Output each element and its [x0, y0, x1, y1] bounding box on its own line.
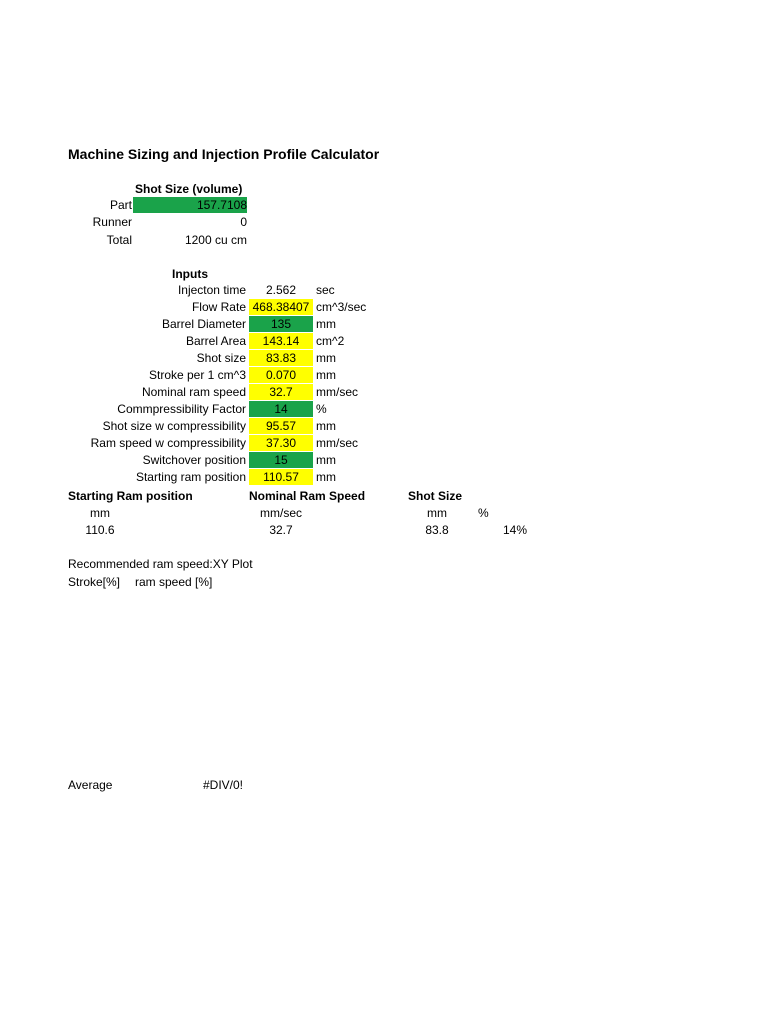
input-value-cell[interactable]: 37.30	[249, 435, 313, 451]
input-value-cell[interactable]: 32.7	[249, 384, 313, 400]
input-unit: sec	[316, 283, 335, 297]
input-unit: mm	[316, 470, 336, 484]
input-value-cell[interactable]: 14	[249, 401, 313, 417]
shot-size-label: Total	[106, 233, 132, 247]
recommended-ram-speed-label: Recommended ram speed:XY Plot	[68, 557, 253, 571]
input-value-cell[interactable]: 0.070	[249, 367, 313, 383]
input-value-cell[interactable]: 2.562	[265, 283, 297, 297]
shot-size-heading: Shot Size (volume)	[135, 182, 243, 196]
summary-value-nominal-ram-speed: 32.7	[269, 523, 293, 537]
input-unit: cm^3/sec	[316, 300, 367, 314]
input-label: Flow Rate	[191, 300, 246, 314]
input-label: Barrel Area	[185, 334, 246, 348]
summary-unit-mm-sec: mm/sec	[260, 506, 302, 520]
input-value-cell[interactable]: 110.57	[249, 469, 313, 485]
summary-unit-mm-shot: mm	[427, 506, 447, 520]
summary-value-starting-ram: 110.6	[85, 523, 115, 537]
input-unit: mm	[316, 317, 336, 331]
summary-header-starting-ram: Starting Ram position	[68, 489, 193, 503]
input-label: Shot size	[196, 351, 246, 365]
input-label: Nominal ram speed	[141, 385, 246, 399]
input-value-cell[interactable]: 143.14	[249, 333, 313, 349]
summary-header-shot-size: Shot Size	[408, 489, 463, 503]
input-label: Switchover position	[142, 453, 246, 467]
average-label: Average	[68, 778, 113, 792]
input-label: Starting ram position	[135, 470, 246, 484]
input-unit: %	[316, 402, 327, 416]
input-label: Ram speed w compressibility	[90, 436, 246, 450]
average-value: #DIV/0!	[203, 778, 244, 792]
summary-unit-mm: mm	[90, 506, 110, 520]
page-title: Machine Sizing and Injection Profile Calculator	[68, 146, 380, 162]
input-label: Shot size w compressibility	[102, 419, 246, 433]
input-unit: mm	[316, 453, 336, 467]
input-value-cell[interactable]: 83.83	[249, 350, 313, 366]
input-unit: mm/sec	[316, 385, 358, 399]
summary-value-compressibility: 14%	[502, 523, 527, 537]
input-value-cell[interactable]: 15	[249, 452, 313, 468]
input-label: Commpressibility Factor	[117, 402, 246, 416]
ram-speed-label: ram speed [%]	[135, 575, 213, 589]
inputs-heading: Inputs	[172, 267, 208, 281]
summary-value-shot-size: 83.8	[425, 523, 449, 537]
input-value-cell[interactable]: 95.57	[249, 418, 313, 434]
shot-size-label: Runner	[92, 215, 132, 229]
input-value-cell[interactable]: 468.38407	[249, 299, 313, 315]
summary-unit-percent: %	[478, 506, 489, 520]
input-unit: mm	[316, 351, 336, 365]
shot-size-value-cell[interactable]: 0	[240, 215, 247, 229]
shot-size-value-cell[interactable]: 1200 cu cm	[184, 233, 247, 247]
input-unit: mm	[316, 368, 336, 382]
shot-size-value-cell[interactable]: 157.7108	[133, 197, 247, 213]
input-value-cell[interactable]: 135	[249, 316, 313, 332]
input-label: Stroke per 1 cm^3	[148, 368, 246, 382]
summary-header-nominal-ram-speed: Nominal Ram Speed	[249, 489, 366, 503]
shot-size-label: Part	[109, 198, 132, 212]
input-label: Injecton time	[177, 283, 246, 297]
input-unit: cm^2	[316, 334, 345, 348]
input-label: Barrel Diameter	[161, 317, 246, 331]
input-unit: mm	[316, 419, 336, 433]
input-unit: mm/sec	[316, 436, 358, 450]
stroke-label: Stroke[%]	[68, 575, 121, 589]
